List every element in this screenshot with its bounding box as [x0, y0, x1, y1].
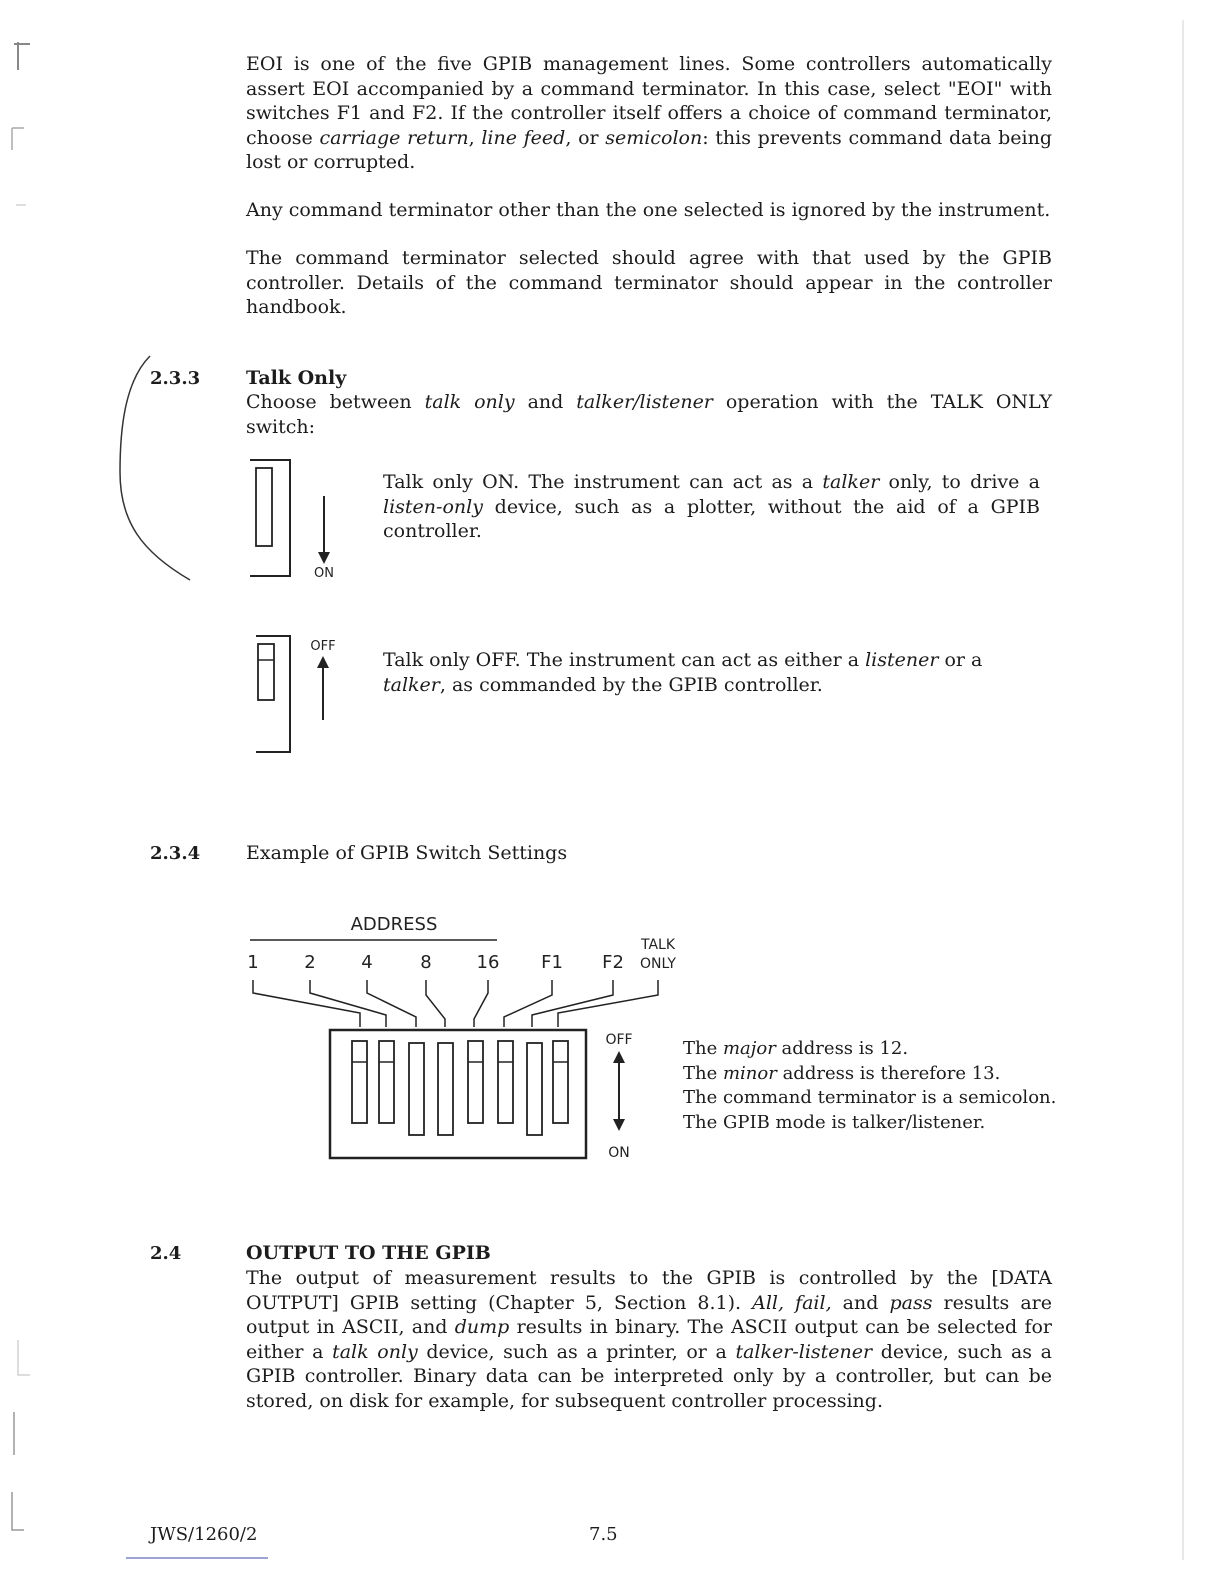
diagram-down-arrow-icon	[613, 1119, 625, 1131]
output-text-1: The output of measurement results to the GPIB is controlled by the [DATA OUTPUT] GPIB setting (Chapter 5, Section 8.1).	[246, 1267, 1052, 1314]
talk-only-off-switch-diagram	[244, 628, 354, 758]
output-text-6: device, such as a GPIB controller. Binary data can be interpreted only by a controller, but can be stored, on disk for example, for subsequent controller processing.	[246, 1340, 1052, 1412]
major-address-line: The major address is 12.	[683, 1038, 909, 1059]
on-label: ON	[314, 566, 334, 581]
switch-label-1: 1	[247, 952, 259, 973]
off-label: OFF	[310, 639, 336, 654]
eoi-text-3: , or	[565, 126, 606, 149]
dip-switch-body	[330, 1030, 586, 1158]
section-title-output: OUTPUT TO THE GPIB	[246, 1242, 491, 1264]
on-text-3: device, such as a plotter, without the aid of a GPIB controller.	[383, 495, 1040, 542]
document-reference: JWS/1260/2	[150, 1524, 258, 1545]
section-number-talk-only: 2.3.3	[150, 368, 201, 389]
off-text-2: or a	[938, 649, 983, 671]
dip-slider-7-on	[527, 1043, 542, 1135]
eoi-text-1: EOI is one of the five GPIB management lines. Some controllers automatically assert EOI accompanied by a command terminator. In this case, select "EOI" with switches F1 and F2. If the controller itself offers a choice of command terminator, choose	[246, 53, 1052, 149]
intro-text-a: Choose between	[246, 391, 425, 413]
dip-slider-4-on	[438, 1043, 453, 1135]
switch-label-f1: F1	[541, 952, 563, 973]
output-text-2: and	[831, 1291, 890, 1314]
mode-line: The GPIB mode is talker/listener.	[683, 1111, 986, 1133]
switch-label-2: 2	[304, 952, 316, 973]
output-text-4: results in binary. The ASCII output can be selected for either a	[246, 1316, 1052, 1363]
section-title-talk-only: Talk Only	[246, 367, 347, 389]
dip-slider-1-off	[352, 1041, 367, 1123]
intro-talk-only: talk only	[424, 391, 515, 413]
off-talker: talker	[383, 673, 440, 696]
talk-only-intro	[246, 390, 1052, 439]
dip-slider-5-off	[468, 1041, 483, 1123]
leader-lines	[253, 980, 658, 1027]
output-talk-only: talk only	[332, 1340, 418, 1363]
eoi-line-feed: line feed	[481, 126, 566, 149]
agree-paragraph: The command terminator selected should agree with that used by the GPIB controller. Details of the command terminator should appear in the controller handbook.	[246, 247, 1052, 318]
section-number-example: 2.3.4	[150, 843, 201, 864]
dip-slider-8-off	[553, 1041, 568, 1123]
gpib-switch-settings-diagram	[240, 905, 690, 1165]
switch-slider-on	[256, 468, 272, 546]
down-arrow-icon	[318, 552, 330, 564]
on-text-1: Talk only ON. The instrument can act as a	[383, 471, 823, 493]
minor-address-line: The minor address is therefore 13.	[683, 1062, 1001, 1084]
intro-talker-listener: talker/listener	[576, 391, 713, 413]
example-description	[683, 1037, 1083, 1135]
output-paragraph	[246, 1266, 1052, 1413]
talk-label: TALK	[640, 937, 676, 953]
terminator-line: The command terminator is a semicolon.	[683, 1087, 1057, 1108]
minor-word: minor	[722, 1062, 777, 1084]
off-listener: listener	[865, 649, 939, 671]
only-label: ONLY	[640, 956, 676, 972]
talk-only-on-switch-diagram	[244, 454, 354, 588]
switch-labels	[247, 952, 624, 973]
intro-text-c: operation with the TALK ONLY switch:	[246, 391, 1052, 438]
switch-label-16: 16	[476, 952, 500, 973]
diagram-off-label: OFF	[605, 1032, 633, 1048]
section-number-output: 2.4	[150, 1243, 182, 1264]
switch-label-4: 4	[361, 952, 373, 973]
switch-label-8: 8	[420, 952, 432, 973]
switch-slider-off	[258, 644, 274, 700]
diagram-on-label: ON	[608, 1145, 630, 1161]
on-text-2: only, to drive a	[879, 471, 1040, 493]
output-all-fail: All, fail,	[752, 1291, 832, 1314]
eoi-semicolon: semicolon	[605, 126, 703, 149]
output-pass: pass	[889, 1291, 933, 1314]
dip-switch-sliders	[352, 1041, 568, 1135]
dip-slider-3-on	[409, 1043, 424, 1135]
on-listen-only: listen-only	[383, 495, 483, 518]
ignored-paragraph: Any command terminator other than the one selected is ignored by the instrument.	[246, 199, 1051, 221]
intro-text-b: and	[514, 391, 577, 413]
output-text-3: results are output in ASCII, and	[246, 1291, 1053, 1338]
off-text-3: , as commanded by the GPIB controller.	[439, 673, 823, 696]
major-word: major	[722, 1038, 776, 1059]
output-text-5: device, such as a printer, or a	[417, 1340, 736, 1363]
talk-only-on-description	[383, 470, 1040, 544]
switch-housing-off	[256, 636, 290, 752]
eoi-text-2: ,	[468, 126, 482, 149]
dip-slider-6-off	[498, 1041, 513, 1123]
eoi-paragraph	[246, 52, 1052, 175]
address-label: ADDRESS	[350, 914, 438, 935]
dip-slider-2-off	[379, 1041, 394, 1123]
off-text-1: Talk only OFF. The instrument can act as either a	[383, 649, 866, 671]
on-talker: talker	[822, 471, 880, 493]
output-talker-listener: talker-listener	[735, 1340, 873, 1363]
talk-only-off-description	[383, 648, 1043, 697]
section-title-example: Example of GPIB Switch Settings	[246, 842, 568, 864]
eoi-text-4: : this prevents command data being lost or corrupted.	[246, 126, 1052, 173]
eoi-carriage-return: carriage return	[319, 126, 469, 149]
output-dump: dump	[454, 1316, 510, 1338]
switch-label-f2: F2	[602, 952, 624, 973]
page-number: 7.5	[589, 1524, 618, 1545]
